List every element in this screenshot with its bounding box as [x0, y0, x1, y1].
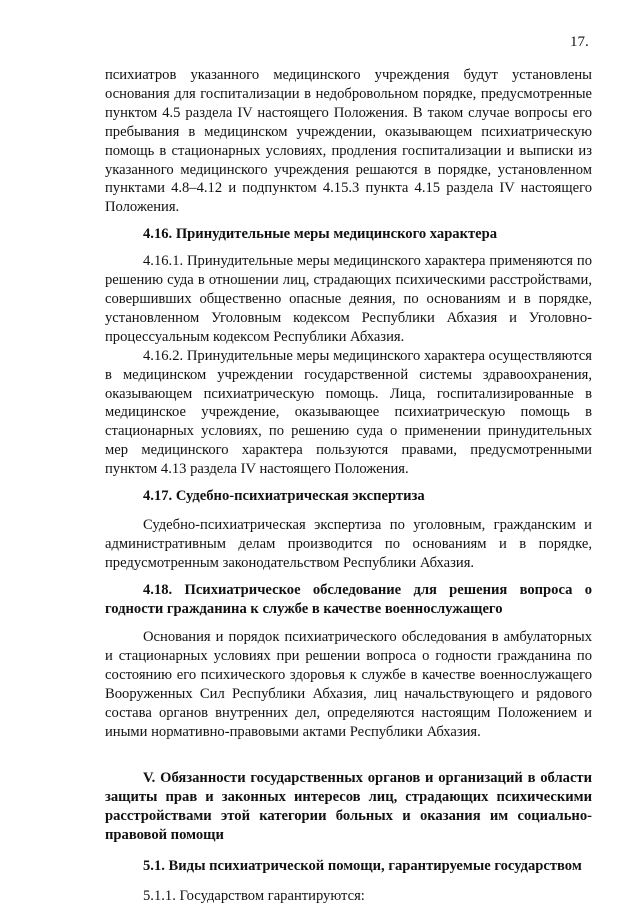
paragraph-4-16-1: 4.16.1. Принудительные меры медицинского характера применяются по решению суда в отношении лиц, страдающих психическими расстройствами, совершивших общественно опасные деяния, по основаниям и в порядке, установленном Уголовным кодексом Республики Абхазия и Уголовно-процессуальным кодексом Республики Абхазия. — [105, 253, 592, 345]
document-body — [105, 66, 592, 906]
paragraph-4-17: Судебно-психиатрическая экспертиза по уголовным, гражданским и административным делам производится по основаниям и в порядке, предусмотренным законодательством Республики Абхазия. — [105, 516, 592, 571]
paragraph-4-18: Основания и порядок психиатрического обследования в амбулаторных и стационарных условиях при решении вопроса о годности гражданина по состоянию его психического здоровья к службе в качестве военнослужащего Вооруженных Сил Республики Абхазия, лиц начальствующего и рядового состава органов внутренних дел, определяются настоящим Положением и иными нормативно-правовыми актами Республики Абхазия. — [105, 629, 592, 740]
heading-4-18: 4.18. Психиатрическое обследование для решения вопроса о годности гражданина к службе в качестве военнослужащего — [105, 581, 592, 617]
heading-5-1: 5.1. Виды психиатрической помощи, гарантируемые государством — [143, 857, 582, 874]
section-v-heading: V. Обязанности государственных органов и организаций в области защиты прав и законных интересов лиц, страдающих психическими расстройствами этой категории больных и оказания им социально-правовой помощи — [105, 769, 592, 843]
paragraph-4-16-2: 4.16.2. Принудительные меры медицинского характера осуществляются в медицинском учреждении государственной системы здравоохранения, оказывающем психиатрическую помощь. Лица, госпитализированные в медицинское учреждение, оказывающее психиатрическую помощь в стационарных условиях, по решению суда о применении принудительных мер медицинского характера пользуются правами, предусмотренными пунктом 4.13 раздела IV настоящего Положения. — [105, 347, 592, 478]
page-number: 17. — [570, 34, 589, 50]
heading-4-17: 4.17. Судебно-психиатрическая экспертиза — [143, 488, 425, 505]
paragraph-5-1-1: 5.1.1. Государством гарантируются: — [143, 888, 365, 905]
heading-4-16: 4.16. Принудительные меры медицинского характера — [143, 226, 498, 243]
paragraph-continuation: психиатров указанного медицинского учреждения будут установлены основания для госпитализации в недобровольном порядке, предусмотренные пунктом 4.5 раздела IV настоящего Положения. В таком случае вопросы его пребывания в медицинском учреждении, оказывающем психиатрическую помощь в стационарных условиях, продления госпитализации и выписки из указанного медицинского учреждения решаются в порядке, установленном пунктами 4.8–4.12 и подпунктом 4.15.3 пункта 4.15 раздела IV настоящего Положения. — [105, 67, 592, 216]
